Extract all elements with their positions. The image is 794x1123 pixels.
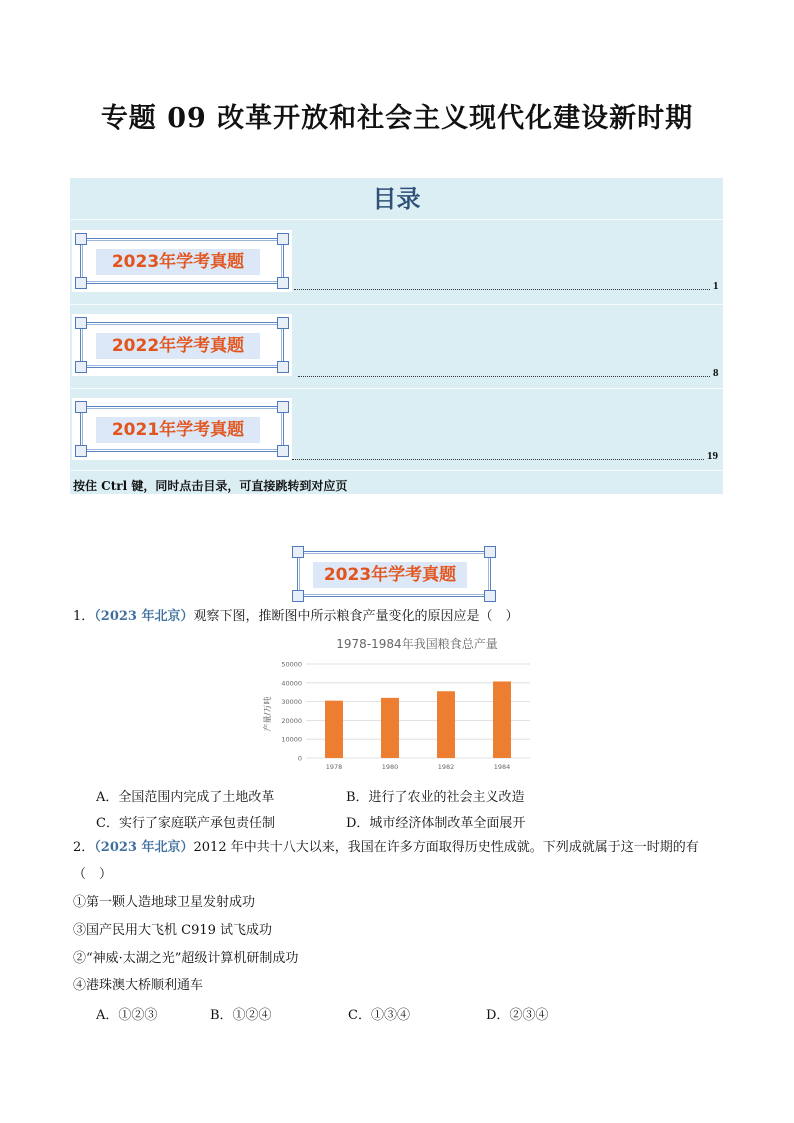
toc-leader-dots [298,376,710,377]
chart-bars [325,681,511,758]
toc-page-number[interactable]: 1 [713,280,719,292]
q2-option-b[interactable]: B．①②④ [210,1008,272,1023]
q2-item-1: ①第一颗人造地球卫星发射成功 [73,895,256,910]
chart-bar-1982 [437,691,455,758]
toc-divider [70,304,723,305]
chart-y-tick-label: 40000 [281,679,302,688]
toc-entry-2022-badge[interactable] [72,314,292,376]
chart-x-tick-label: 1984 [493,763,511,771]
chart-y-tick-label: 0 [297,754,302,763]
toc-page-number[interactable]: 8 [713,367,719,379]
chart-y-tick-label: 20000 [281,716,302,725]
chart-y-tick-label: 10000 [281,735,302,744]
chart-bar-1984 [493,681,511,758]
page-title: 专题 09 改革开放和社会主义现代化建设新时期 [100,103,694,134]
q1-option-b[interactable]: B．进行了农业的社会主义改造 [346,790,525,805]
toc-entry-label: 2022年学考真题 [111,336,245,356]
toc-entry-label: 2023年学考真题 [111,252,245,272]
toc-divider [70,388,723,389]
question-source: （2023 年北京） [94,609,194,624]
toc-divider [70,470,723,471]
chart-y-axis-label: 产量/万吨 [263,696,272,732]
chart-y-tick-label: 50000 [281,660,302,669]
chart-x-tick-label: 1980 [381,763,399,771]
question-2 [73,839,699,857]
chart-bar-1980 [381,698,399,758]
toc-leader-dots [292,459,704,460]
chart-bar-1978 [325,701,343,758]
chart-x-tick-label: 1978 [325,763,343,771]
toc-hint: 按住 Ctrl 键，同时点击目录，可直接跳转到对应页 [73,479,348,493]
q2-option-a[interactable]: A．①②③ [96,1008,158,1023]
toc-divider [70,219,723,220]
question-text: 观察下图，推断图中所示粮食产量变化的原因应是（ ） [193,609,519,624]
section-badge-label: 2023年学考真题 [323,565,457,585]
q2-item-4: ④港珠澳大桥顺利通车 [73,978,204,993]
chart-x-tick-label: 1982 [437,763,455,771]
question-2-paren: （ ） [73,867,113,882]
grain-output-bar-chart [262,632,532,780]
question-text: 2012 年中共十八大以来，我国在许多方面取得历史性成就。下列成就属于这一时期的有 [193,840,699,855]
chart-y-ticks [281,661,302,763]
section-badge [289,543,499,605]
toc-leader-dots [294,289,710,290]
toc-entry-label: 2021年学考真题 [111,420,245,440]
chart-title: 1978-1984年我国粮食总产量 [336,637,498,651]
toc-entry-2021-badge[interactable] [72,398,292,460]
question-number: 1． [73,609,95,624]
q2-option-c[interactable]: C．①③④ [348,1008,410,1023]
question-source: （2023 年北京） [94,840,194,855]
q2-option-d[interactable]: D．②③④ [486,1008,549,1023]
chart-y-tick-label: 30000 [281,698,302,707]
q1-option-d[interactable]: D．城市经济体制改革全面展开 [346,816,526,831]
q1-option-a[interactable]: A．全国范围内完成了土地改革 [96,790,275,805]
chart-x-ticks [326,763,511,771]
question-1 [73,608,519,626]
q2-item-3: ③国产民用大飞机 C919 试飞成功 [73,923,273,938]
q1-option-c[interactable]: C．实行了家庭联产承包责任制 [96,816,275,831]
question-number: 2． [73,840,95,855]
toc-heading: 目录 [372,185,421,213]
toc-entry-2023-badge[interactable] [72,230,292,292]
q2-item-2: ②“神威·太湖之光”超级计算机研制成功 [73,951,299,966]
toc-page-number[interactable]: 19 [707,450,718,462]
